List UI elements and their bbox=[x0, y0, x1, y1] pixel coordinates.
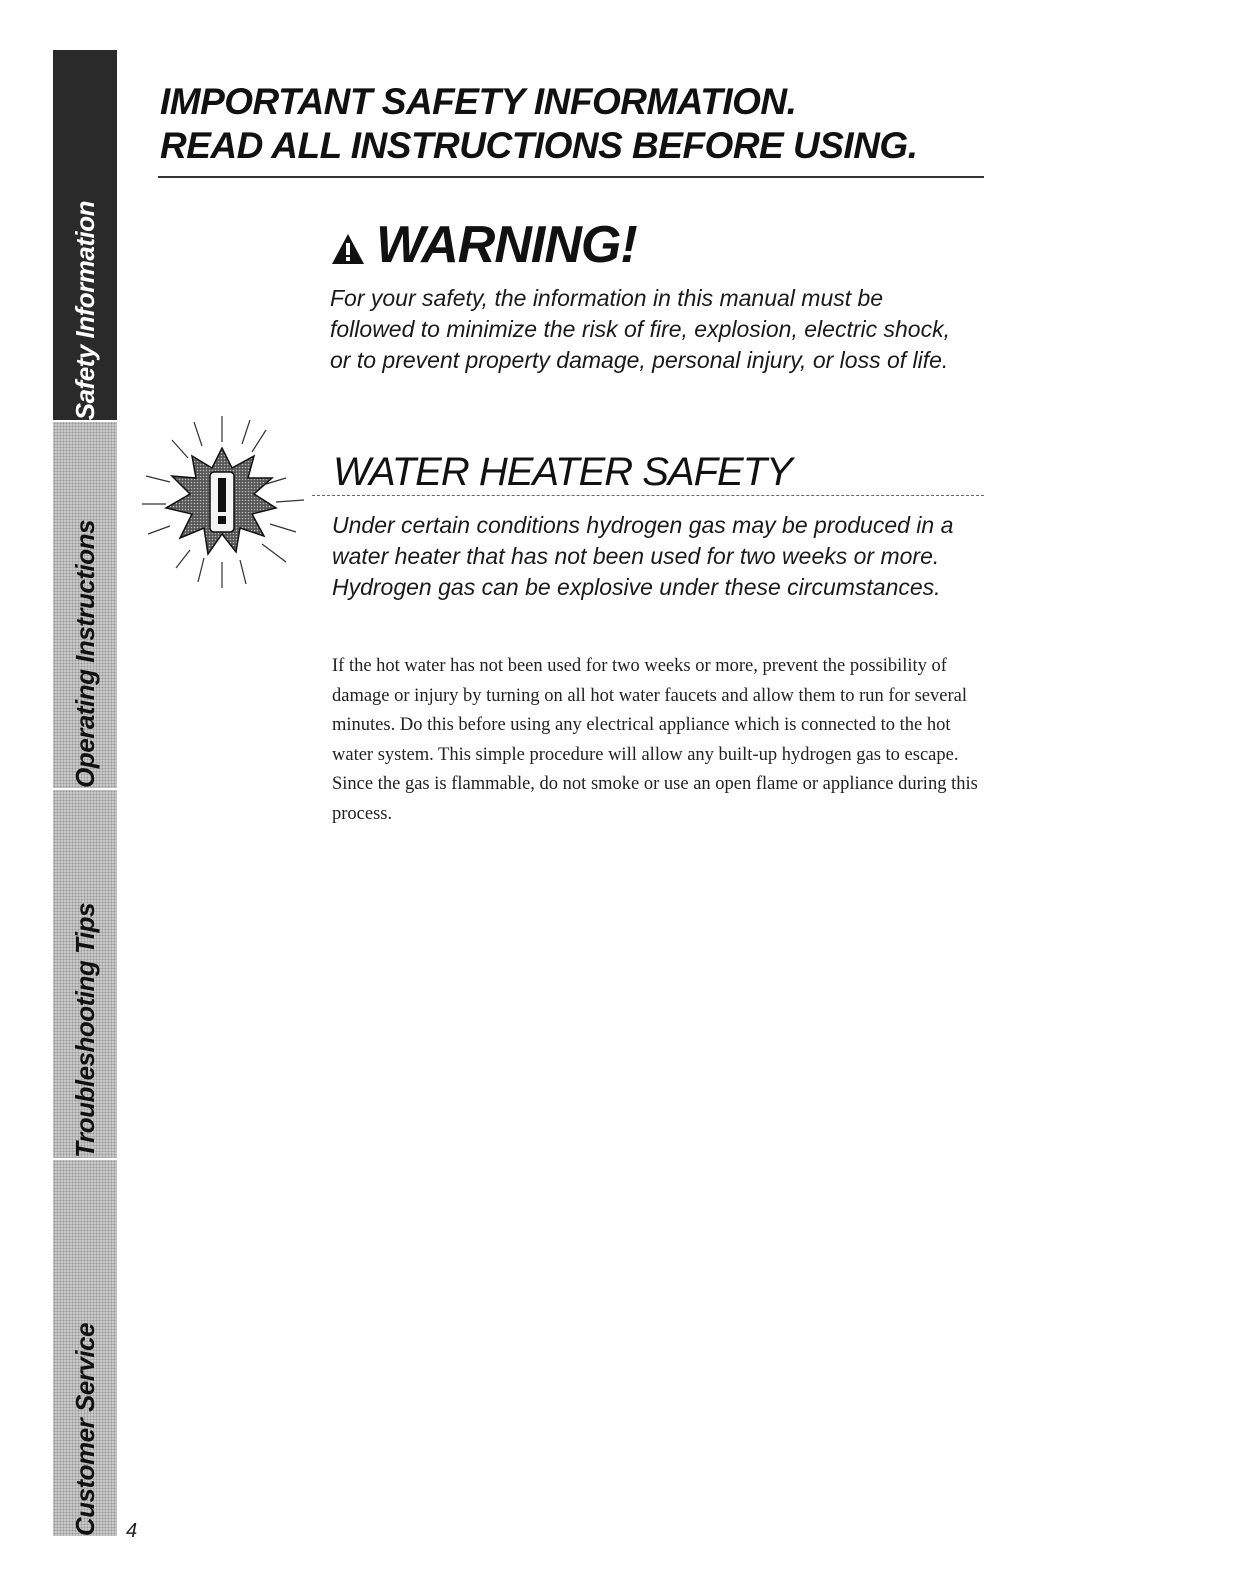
page-number: 4 bbox=[126, 1520, 138, 1542]
tab-label: Troubleshooting Tips bbox=[69, 903, 100, 1158]
tab-label: Customer Service bbox=[69, 1322, 100, 1536]
header-divider bbox=[158, 176, 984, 178]
section-intro: Under certain conditions hydrogen gas may be produced in a water heater that has not been used for two weeks or more. Hydrogen gas can be explosive under these circumstances. bbox=[332, 512, 954, 600]
warning-title: WARNING! bbox=[376, 216, 637, 274]
warning-triangle-icon bbox=[330, 232, 366, 266]
warning-block bbox=[330, 215, 970, 376]
tab-customer-service[interactable] bbox=[53, 1160, 117, 1538]
tab-operating-instructions[interactable] bbox=[53, 422, 117, 790]
exclamation-burst-icon bbox=[136, 412, 308, 592]
section-body: If the hot water has not been used for two weeks or more, prevent the possibility of damage or injury by turning on all hot water faucets and allow them to run for several minutes. Do this before using any electrical appliance which is connected to the hot water system. This simple procedure will allow any built-up hydrogen gas to escape. Since the gas is flammable, do not smoke or use an open flame or appliance during this process. bbox=[332, 656, 978, 824]
header-title-line-2: READ ALL INSTRUCTIONS BEFORE USING. bbox=[160, 125, 918, 166]
tab-label: Safety Information bbox=[69, 200, 100, 420]
section-title: WATER HEATER SAFETY bbox=[333, 450, 792, 494]
header-title-line-1: IMPORTANT SAFETY INFORMATION. bbox=[160, 81, 797, 122]
tab-troubleshooting-tips[interactable] bbox=[53, 790, 117, 1160]
warning-heading bbox=[330, 215, 970, 275]
section-tabs bbox=[53, 50, 117, 1538]
section-divider bbox=[312, 495, 984, 496]
warning-text: For your safety, the information in this manual must be followed to minimize the risk of fire, explosion, electric shock, or to prevent property damage, personal injury, or loss of life. bbox=[330, 285, 950, 373]
tab-safety-information[interactable] bbox=[53, 50, 117, 422]
tab-label: Operating Instructions bbox=[69, 520, 100, 788]
page-header bbox=[160, 80, 980, 168]
